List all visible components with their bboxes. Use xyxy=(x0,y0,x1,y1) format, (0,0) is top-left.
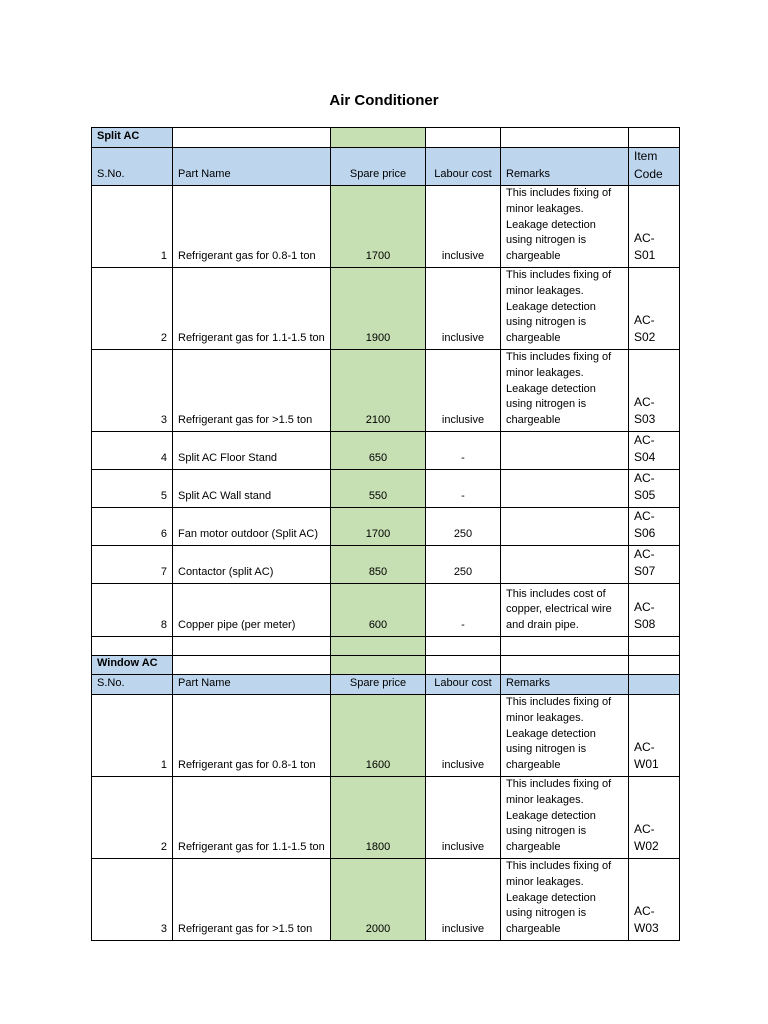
empty-cell xyxy=(629,128,680,148)
labour-cost-cell: inclusive xyxy=(426,186,501,268)
item-code-cell: AC-S03 xyxy=(629,349,680,431)
empty-cell xyxy=(501,636,629,655)
empty-cell xyxy=(629,655,680,674)
labour-cost-cell: inclusive xyxy=(426,267,501,349)
table-row xyxy=(92,469,680,507)
column-header-code: Item Code xyxy=(629,148,680,186)
column-header-remarks: Remarks xyxy=(501,148,629,186)
section-title: Window AC xyxy=(92,655,173,674)
empty-cell xyxy=(501,128,629,148)
table-header-row xyxy=(92,148,680,186)
serial-number-cell: 6 xyxy=(92,507,173,545)
table-row xyxy=(92,776,680,858)
remarks-cell xyxy=(501,431,629,469)
item-code-cell: AC-W02 xyxy=(629,776,680,858)
part-name-cell: Copper pipe (per meter) xyxy=(173,583,331,636)
column-header-sno: S.No. xyxy=(92,674,173,694)
serial-number-cell: 4 xyxy=(92,431,173,469)
labour-cost-cell: inclusive xyxy=(426,776,501,858)
part-name-cell: Refrigerant gas for 0.8-1 ton xyxy=(173,694,331,776)
column-header-labour: Labour cost xyxy=(426,148,501,186)
labour-cost-cell: 250 xyxy=(426,507,501,545)
serial-number-cell: 2 xyxy=(92,267,173,349)
column-header-remarks: Remarks xyxy=(501,674,629,694)
labour-cost-cell: 250 xyxy=(426,545,501,583)
serial-number-cell: 5 xyxy=(92,469,173,507)
table-row xyxy=(92,267,680,349)
part-name-cell: Refrigerant gas for >1.5 ton xyxy=(173,858,331,940)
part-name-cell: Refrigerant gas for 0.8-1 ton xyxy=(173,186,331,268)
serial-number-cell: 3 xyxy=(92,349,173,431)
remarks-cell xyxy=(501,469,629,507)
part-name-cell: Refrigerant gas for 1.1-1.5 ton xyxy=(173,267,331,349)
column-header-price: Spare price xyxy=(331,148,426,186)
page-title: Air Conditioner xyxy=(329,92,439,109)
serial-number-cell: 8 xyxy=(92,583,173,636)
table-row xyxy=(92,583,680,636)
table-row xyxy=(92,694,680,776)
part-name-cell: Split AC Wall stand xyxy=(173,469,331,507)
item-code-cell: AC-S01 xyxy=(629,186,680,268)
part-name-cell: Fan motor outdoor (Split AC) xyxy=(173,507,331,545)
spare-price-cell: 600 xyxy=(331,583,426,636)
empty-cell xyxy=(331,655,426,674)
remarks-cell: This includes fixing of minor leakages. Leakage detection using nitrogen is chargeable xyxy=(501,776,629,858)
item-code-cell: AC-S08 xyxy=(629,583,680,636)
serial-number-cell: 3 xyxy=(92,858,173,940)
empty-cell xyxy=(426,655,501,674)
column-header-price: Spare price xyxy=(331,674,426,694)
part-name-cell: Refrigerant gas for >1.5 ton xyxy=(173,349,331,431)
remarks-cell: This includes fixing of minor leakages. Leakage detection using nitrogen is chargeable xyxy=(501,694,629,776)
spare-price-cell: 1700 xyxy=(331,186,426,268)
table-header-row xyxy=(92,674,680,694)
spare-price-cell: 2000 xyxy=(331,858,426,940)
table-row xyxy=(92,349,680,431)
table-row xyxy=(92,858,680,940)
item-code-cell: AC-S07 xyxy=(629,545,680,583)
column-header-labour: Labour cost xyxy=(426,674,501,694)
empty-cell xyxy=(92,636,173,655)
remarks-cell: This includes fixing of minor leakages. Leakage detection using nitrogen is chargeable xyxy=(501,186,629,268)
spare-price-cell: 650 xyxy=(331,431,426,469)
part-name-cell: Contactor (split AC) xyxy=(173,545,331,583)
empty-cell xyxy=(173,128,331,148)
column-header-code xyxy=(629,674,680,694)
section-title-row xyxy=(92,655,680,674)
serial-number-cell: 1 xyxy=(92,186,173,268)
spare-price-cell: 1900 xyxy=(331,267,426,349)
serial-number-cell: 1 xyxy=(92,694,173,776)
section-title: Split AC xyxy=(92,128,173,148)
spare-price-cell: 550 xyxy=(331,469,426,507)
spacer-row xyxy=(92,636,680,655)
empty-cell xyxy=(629,636,680,655)
spare-price-cell: 1600 xyxy=(331,694,426,776)
labour-cost-cell: inclusive xyxy=(426,349,501,431)
column-header-part: Part Name xyxy=(173,674,331,694)
empty-cell xyxy=(173,636,331,655)
table-row xyxy=(92,431,680,469)
empty-cell xyxy=(173,655,331,674)
table-row xyxy=(92,507,680,545)
remarks-cell xyxy=(501,545,629,583)
spare-price-cell: 2100 xyxy=(331,349,426,431)
empty-cell xyxy=(426,636,501,655)
labour-cost-cell: - xyxy=(426,469,501,507)
item-code-cell: AC-W01 xyxy=(629,694,680,776)
spare-price-cell: 850 xyxy=(331,545,426,583)
parts-price-table xyxy=(91,127,680,941)
serial-number-cell: 7 xyxy=(92,545,173,583)
empty-cell xyxy=(426,128,501,148)
serial-number-cell: 2 xyxy=(92,776,173,858)
column-header-part: Part Name xyxy=(173,148,331,186)
spare-price-cell: 1700 xyxy=(331,507,426,545)
item-code-cell: AC-S02 xyxy=(629,267,680,349)
part-name-cell: Split AC Floor Stand xyxy=(173,431,331,469)
column-header-sno: S.No. xyxy=(92,148,173,186)
table-row xyxy=(92,545,680,583)
empty-cell xyxy=(501,655,629,674)
remarks-cell: This includes cost of copper, electrical wire and drain pipe. xyxy=(501,583,629,636)
labour-cost-cell: inclusive xyxy=(426,858,501,940)
section-title-row xyxy=(92,128,680,148)
spare-price-cell: 1800 xyxy=(331,776,426,858)
empty-cell xyxy=(331,128,426,148)
empty-cell xyxy=(331,636,426,655)
remarks-cell: This includes fixing of minor leakages. Leakage detection using nitrogen is chargeable xyxy=(501,349,629,431)
labour-cost-cell: - xyxy=(426,583,501,636)
remarks-cell xyxy=(501,507,629,545)
remarks-cell: This includes fixing of minor leakages. Leakage detection using nitrogen is chargeable xyxy=(501,267,629,349)
remarks-cell: This includes fixing of minor leakages. Leakage detection using nitrogen is chargeable xyxy=(501,858,629,940)
item-code-cell: AC-S06 xyxy=(629,507,680,545)
part-name-cell: Refrigerant gas for 1.1-1.5 ton xyxy=(173,776,331,858)
item-code-cell: AC-S05 xyxy=(629,469,680,507)
item-code-cell: AC-W03 xyxy=(629,858,680,940)
table-row xyxy=(92,186,680,268)
labour-cost-cell: inclusive xyxy=(426,694,501,776)
item-code-cell: AC-S04 xyxy=(629,431,680,469)
labour-cost-cell: - xyxy=(426,431,501,469)
